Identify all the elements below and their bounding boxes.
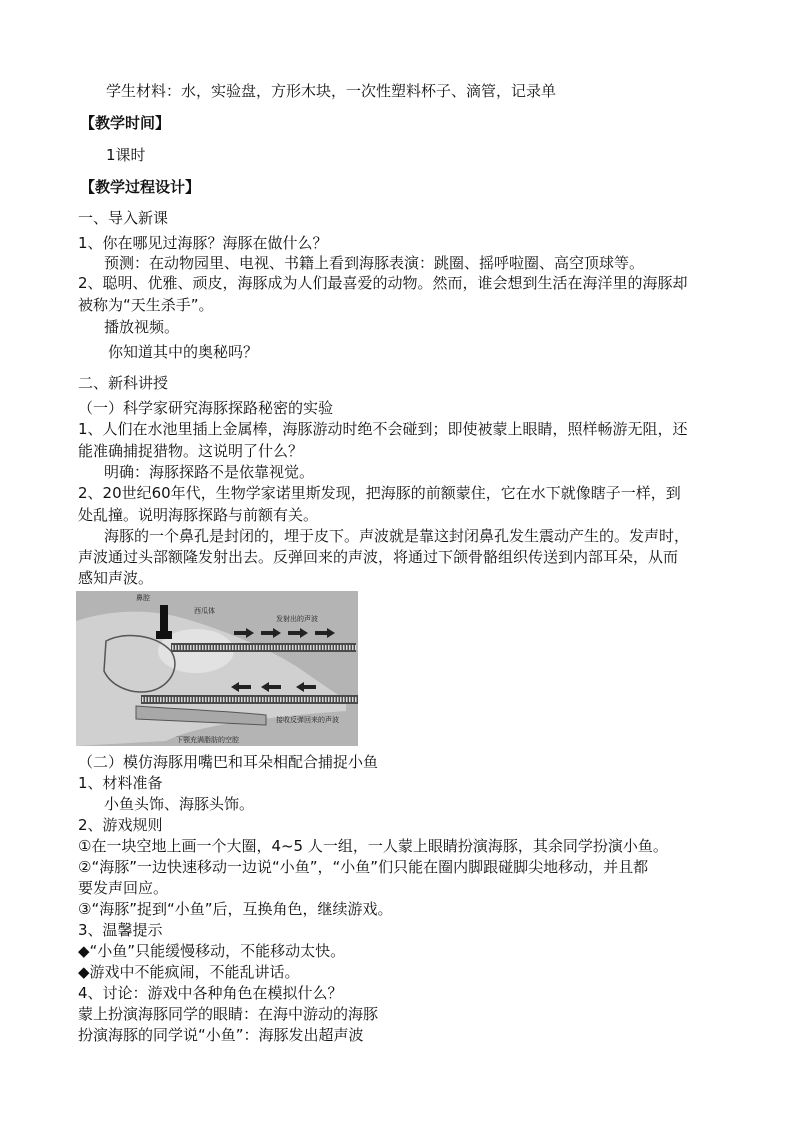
rule-2a: ②“海豚”一边快速移动一边说“小鱼”，“小鱼”们只能在圈内脚跟碰脚尖地移动，并且都 [78,858,649,876]
received-wave-band [141,695,358,704]
sonar-paragraph-b: 声波通过头部额隆发射出去。反弹回来的声波，将通过下颌骨骼组织传送到内部耳朵，从而 [78,548,679,566]
experiment-2a: 2、20世纪60年代，生物学家诺里斯发现，把海豚的前额蒙住，它在水下就像瞎子一样，到 [78,484,681,502]
emitted-wave-band [171,643,356,652]
subheading-game: （二）模仿海豚用嘴巴和耳朵相配合捕捉小鱼 [78,753,379,771]
tips-heading: 3、温馨提示 [78,921,163,939]
discussion-question: 4、讨论：游戏中各种角色在模拟什么？ [78,984,343,1002]
rule-3: ③“海豚”捉到“小鱼”后，互换角色，继续游戏。 [78,900,393,918]
student-materials: 学生材料：水，实验盘，方形木块，一次性塑料杯子、滴管，记录单 [106,82,557,100]
experiment-1a: 1、人们在水池里插上金属棒，海豚游动时绝不会碰到；即使被蒙上眼睛，照样畅游无阻，还 [78,420,688,438]
heading-intro: 一、导入新课 [78,209,169,227]
materials-heading: 1、材料准备 [78,774,163,792]
label-jaw: 下颚充满脂肪的空腔 [176,736,239,744]
discussion-answer-1: 蒙上扮演海豚同学的眼睛：在海中游动的海豚 [78,1005,379,1023]
materials-list: 小鱼头饰、海豚头饰。 [104,795,255,813]
dolphin-sonar-svg [76,591,358,746]
nasal-passage [160,605,168,635]
rule-1: ①在一块空地上画一个大圈，4~5 人一组，一人蒙上眼睛扮演海豚，其余同学扮演小鱼。 [78,837,668,855]
label-nasal: 鼻腔 [136,594,150,602]
dolphin-sonar-diagram [76,591,358,746]
tip-1: ◆“小鱼”只能缓慢移动，不能移动太快。 [78,942,346,960]
heading-new-lesson: 二、新科讲授 [78,374,169,392]
label-received: 接收反弹回来的声波 [276,716,339,724]
sonar-paragraph-c: 感知声波。 [78,569,154,587]
experiment-1b: 能准确捕捉猎物。这说明了什么？ [78,442,304,460]
rules-heading: 2、游戏规则 [78,816,163,834]
label-melon: 西瓜体 [194,607,215,615]
sonar-paragraph-a: 海豚的一个鼻孔是封闭的，埋于皮下。声波就是靠这封闭鼻孔发生震动产生的。发声时， [104,527,690,545]
discussion-answer-2: 扮演海豚的同学说“小鱼”：海豚发出超声波 [78,1026,364,1044]
play-video: 播放视频。 [104,318,180,336]
lesson-duration: 1课时 [106,146,146,164]
tip-2: ◆游戏中不能疯闹，不能乱讲话。 [78,963,300,981]
intro-prediction: 预测：在动物园里、电视、书籍上看到海豚表演：跳圈、摇呼啦圈、高空顶球等。 [104,254,645,272]
rule-2b: 要发声回应。 [78,879,169,897]
experiment-2b: 处乱撞。说明海豚探路与前额有关。 [78,506,319,524]
section-heading-time: 【教学时间】 [80,114,171,132]
mystery-question: 你知道其中的奥秘吗？ [108,343,259,361]
experiment-conclusion: 明确：海豚探路不是依靠视觉。 [104,463,315,481]
label-emitted: 发射出的声波 [276,615,318,623]
intro-question-1: 1、你在哪见过海豚？海豚在做什么？ [78,234,328,252]
intro-paragraph-2b: 被称为“天生杀手”。 [78,296,214,314]
subheading-experiment: （一）科学家研究海豚探路秘密的实验 [78,399,334,417]
intro-paragraph-2a: 2、聪明、优雅、顽皮，海豚成为人们最喜爱的动物。然而，谁会想到生活在海洋里的海豚却 [78,274,688,292]
section-heading-process: 【教学过程设计】 [80,178,201,196]
